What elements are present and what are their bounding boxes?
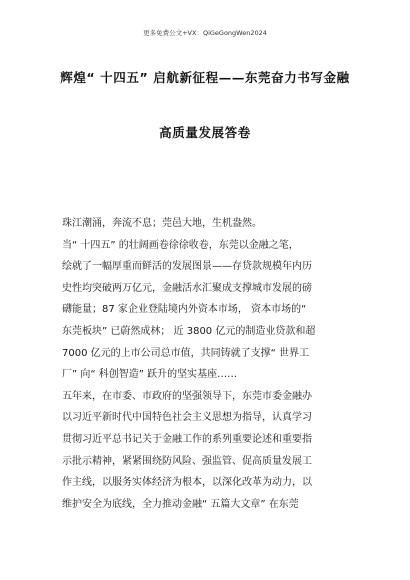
document-body <box>62 213 352 515</box>
body-line: 礴能量；87 家企业登陆境内外资本市场， 资本市场的“ <box>62 304 307 316</box>
body-line: 东莞板块” 已蔚然成林； 近 3800 亿元的制造业贷款和超 <box>62 325 316 337</box>
body-line: 维护安全为底线，全力推动金融“ 五篇大文章” 在东莞 <box>62 498 299 510</box>
body-line: 贯彻习近平总书记关于金融工作的系列重要论述和重要指 <box>62 433 312 445</box>
body-line: 7000 亿元的上市公司总市值，共同铸就了支撑“ 世界工 <box>62 347 309 359</box>
body-line: 史性均突破两万亿元，金融活水汇聚成支撑城市发展的磅 <box>62 282 312 294</box>
body-line: 示批示精神，紧紧围绕防风险、强监管、促高质量发展工 <box>62 455 312 467</box>
document-title-line-1: 辉煌“ 十四五” 启航新征程——东莞奋力书写金融 <box>60 70 350 85</box>
body-line: 珠江潮涌，奔流不息；莞邑大地，生机盎然。 <box>62 218 262 229</box>
header-note: 更多免费公文+VX：QiGeGongWen2024 <box>143 29 267 37</box>
body-line: 绘就了一幅厚重而鲜活的发展图景——存贷款规模年内历 <box>62 261 312 273</box>
body-line: 五年来，在市委、市政府的坚强领导下，东莞市委金融办 <box>62 390 312 402</box>
body-line: 以习近平新时代中国特色社会主义思想为指导，认真学习 <box>62 412 312 424</box>
body-line: 当“ 十四五” 的壮阔画卷徐徐收卷，东莞以金融之笔， <box>62 239 299 251</box>
document-title-line-2: 高质量发展答卷 <box>159 125 251 140</box>
body-line: 作主线，以服务实体经济为根本，以深化改革为动力，以 <box>62 477 312 489</box>
body-line: 厂” 向“ 科创智造” 跃升的坚实基座…… <box>62 369 238 381</box>
